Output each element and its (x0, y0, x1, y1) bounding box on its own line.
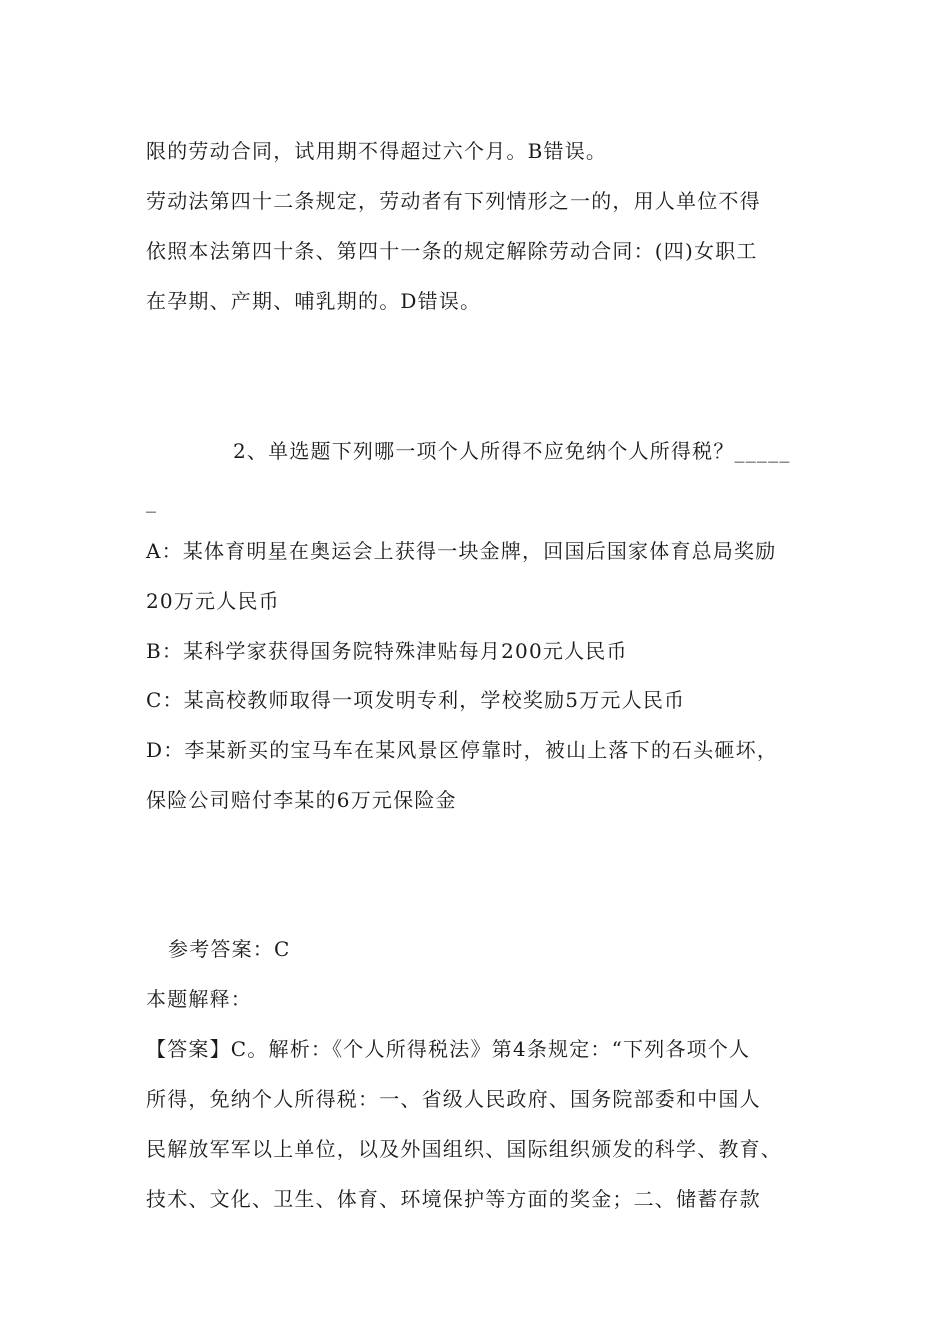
prev-explanation-line-4: 在孕期、产期、哺乳期的。D错误。 (146, 289, 482, 313)
explanation-line-3: 民解放军军以上单位，以及外国组织、国际组织颁发的科学、教育、 (146, 1137, 782, 1161)
question-stem: 2、单选题下列哪一项个人所得不应免纳个人所得税？_____ (233, 439, 791, 463)
prev-explanation-line-3: 依照本法第四十条、第四十一条的规定解除劳动合同：(四)女职工 (146, 239, 758, 263)
reference-answer: 参考答案：C (168, 937, 291, 961)
explanation-line-2: 所得，免纳个人所得税：一、省级人民政府、国务院部委和中国人 (146, 1087, 761, 1111)
option-d-line-2: 保险公司赔付李某的6万元保险金 (146, 788, 457, 812)
prev-explanation-line-1: 限的劳动合同，试用期不得超过六个月。B错误。 (146, 139, 608, 163)
explanation-title: 本题解释： (146, 987, 252, 1011)
option-a-line-1: A：某体育明星在奥运会上获得一块金牌，回国后国家体育总局奖励 (146, 539, 777, 563)
option-c: C：某高校教师取得一项发明专利，学校奖励5万元人民币 (146, 688, 686, 712)
option-a-line-2: 20万元人民币 (146, 589, 280, 613)
option-b: B：某科学家获得国务院特殊津贴每月200元人民币 (146, 639, 628, 663)
explanation-line-1: 【答案】C。解析：《个人所得税法》第4条规定：“下列各项个人 (146, 1037, 751, 1061)
question-blank-continuation: _ (146, 489, 158, 513)
option-d-line-1: D：李某新买的宝马车在某风景区停靠时，被山上落下的石头砸坏， (146, 738, 779, 762)
prev-explanation-line-2: 劳动法第四十二条规定，劳动者有下列情形之一的，用人单位不得 (146, 189, 761, 213)
explanation-line-4: 技术、文化、卫生、体育、环境保护等方面的奖金；二、储蓄存款 (146, 1187, 761, 1211)
